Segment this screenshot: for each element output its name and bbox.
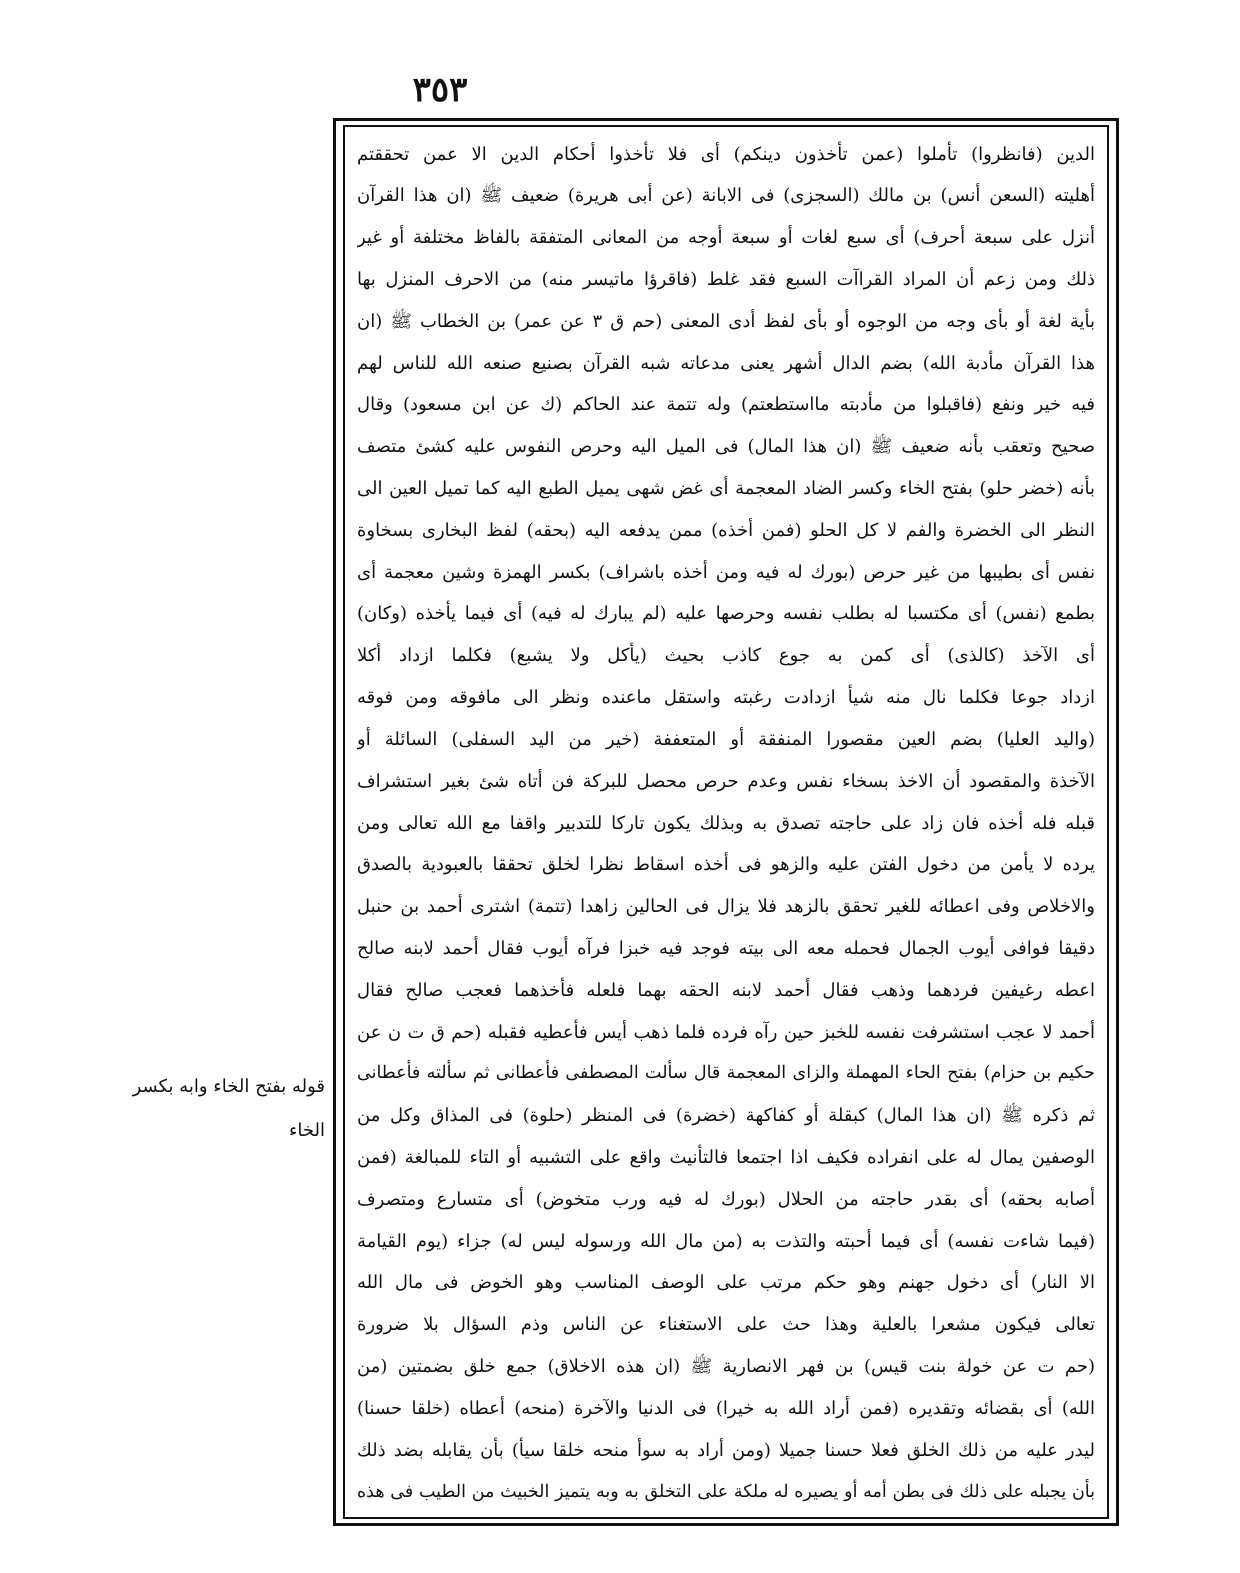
text-line-content: اعطه رغيفين فردهما وذهب فقال أحمد لابنه الحقه بهما فلعله فأخذهما فعجب صالح فقال [357,979,1095,1001]
text-line [357,177,1095,215]
text-line [357,929,1095,967]
text-line [357,219,1095,257]
text-line-content: بأية لغة أو بأى وجه من الوجوه أو بأى لفظ أدى المعنى (حم ق ٣ عن عمر) بن الخطاب ﷺ (ان [357,310,1095,332]
text-line [357,428,1095,466]
text-line [357,1222,1095,1260]
text-line [357,1264,1095,1302]
text-line [357,1431,1095,1469]
text-line-content: قبله فله أخذه فان زاد على حاجته تصدق به وبذلك يكون تاركا للتدبير واقفا مع الله تعالى ومن [357,812,1095,834]
text-line [357,260,1095,298]
text-line [357,344,1095,382]
text-line-content: والاخلاص وفى اعطائه للغير تحقق بالزهد فلا يزال فى الحالين زاهدا (تتمة) اشترى أحمد بن حنبل [357,896,1095,918]
text-line [357,1180,1095,1218]
text-line-content: أصابه بحقه) أى بقدر حاجته من الحلال (بورك له فيه ورب متخوض) أى متسارع ومتصرف [357,1188,1095,1210]
text-line-content: ثم ذكره ﷺ (ان هذا المال) كبقلة أو كفاكهة (خضرة) فى المنظر (حلوة) فى المذاق وكل من [357,1105,1095,1127]
text-line [357,971,1095,1009]
text-line [357,1473,1095,1511]
text-line-content: النظر الى الخضرة والفم لا كل الحلو (فمن أخذه) ممن يدفعه اليه (بحقه) لفظ البخارى بسخاوة [357,519,1095,541]
margin-note-line-2: الخاء [288,1120,325,1141]
text-line [357,135,1095,173]
text-line-content: الآخذة والمقصود أن الاخذ بسخاء نفس وعدم حرص محصل للبركة فن أتاه شئ بغير استشراف [357,770,1095,792]
text-line [357,470,1095,508]
text-line-content: تعالى فيكون مشعرا بالعلية وهذا حث على الاستغناء عن الناس وذم السؤال بلا ضرورة [357,1314,1095,1336]
text-line [357,595,1095,633]
text-line-content: بأن يجبله على ذلك فى بطن أمه أو يصيره له ملكة على التخلق به وبه يتميز الخبيث من الطيب فى هذه [357,1481,1095,1502]
text-line-content: ذلك ومن زعم أن المراد القراآت السبع فقد غلط (فاقرؤا ماتيسر منه) من الاحرف المنزل بها [357,268,1095,290]
text-line-content: بطمع (نفس) أى مكتسبا له بطلب نفسه وحرصها عليه (لم يبارك له فيه) أى فيما يأخذه (وكان) [357,603,1095,625]
text-line-content: نفس أى بطيبها من غير حرص (بورك له فيه ومن أخذه باشراف) بكسر الهمزة وشين معجمة أى [357,561,1095,583]
text-line [357,302,1095,340]
text-line-content: فيه خير ونفع (فاقبلوا من مأدبته مااستطعتم) وله تتمة عند الحاكم (ك عن ابن مسعود) وقال [357,394,1095,416]
text-line [357,1097,1095,1135]
text-line-content: أنزل على سبعة أحرف) أى سبع لغات أو سبعة أوجه من المعانى المتفقة بالفاظ مختلفة أو غير [357,227,1095,249]
main-text-block [343,125,1109,1519]
text-line [357,1389,1095,1427]
text-line-content: (واليد العليا) بضم العين مقصورا المنفقة أو المتعففة (خير من اليد السفلى) السائلة أو [357,728,1095,750]
text-line [357,1348,1095,1386]
text-line-content: صحيح وتعقب بأنه ضعيف ﷺ (ان هذا المال) فى الميل اليه وحرص النفوس عليه كشئ متصف [357,436,1095,458]
margin-note-line-1: قوله بفتح الخاء وابه بكسر [132,1076,325,1097]
text-line [357,1306,1095,1344]
text-line [357,386,1095,424]
text-line-content: الا النار) أى دخول جهنم وهو حكم مرتب على الوصف المناسب وهو الخوض فى مال الله [357,1272,1095,1294]
text-line-content: (حم ت عن خولة بنت قيس) بن فهر الانصارية ﷺ (ان هذه الاخلاق) جمع خلق بضمتين (من [357,1356,1095,1378]
text-line-content: الله) أى بقضائه وتقديره (فمن أراد الله به خيرا) فى الدنيا والآخرة (منحه) أعطاه (خلقا حسنا) [357,1397,1095,1419]
text-line-content: أهليته (السعن أنس) بن مالك (السجزى) فى الابانة (عن أبى هريرة) ضعيف ﷺ (ان هذا القرآن [357,185,1095,207]
text-line-content: ليدر عليه من ذلك الخلق فعلا حسنا جميلا (ومن أراد به سوأ منحه خلقا سيأ) بأن يقابله بضد ذلك [357,1439,1095,1461]
text-line-content: حكيم بن حزام) بفتح الحاء المهملة والزاى المعجمة قال سألت المصطفى فأعطانى ثم سألته فأعطانى [357,1063,1095,1084]
text-line [357,511,1095,549]
page-number: ٣٥٣ [412,70,468,110]
text-line [357,888,1095,926]
text-line [357,637,1095,675]
text-line-content: هذا القرآن مأدبة الله) بضم الدال أشهر يعنى مدعاته شبه القرآن بصنيع صنعه الله للناس لهم [357,352,1095,374]
text-line-content: أحمد لا عجب استشرفت نفسه للخبز حين رآه فرده فلما ذهب أيس فأعطيه فقبله (حم ق ت ن عن [357,1021,1095,1043]
text-line [357,1013,1095,1051]
text-line [357,720,1095,758]
text-line-content: أى الآخذ (كالذى) أى كمن به جوع كاذب بحيث (يأكل ولا يشبع) فكلما ازداد أكلا [357,645,1095,667]
text-line-content: (فيما شاءت نفسه) أى فيما أحبته والتذت به (من مال الله ورسوله ليس له) جزاء (يوم القيامة [357,1230,1095,1252]
text-line [357,1055,1095,1093]
text-line-content: الدين (فانظروا) تأملوا (عمن تأخذون دينكم) أى فلا تأخذوا أحكام الدين الا عمن تحققتم [357,143,1095,165]
text-line-content: ازداد جوعا فكلما نال منه شيأ ازدادت رغبته واستقل ماعنده ونظر الى مافوقه ومن فوقه [357,687,1095,709]
text-line [357,679,1095,717]
text-line [357,553,1095,591]
text-line-content: دقيقا فوافى أيوب الجمال فحمله معه الى بيته فوجد فيه خبزا فرآه أيوب فقال أحمد لابنه صالح [357,937,1095,959]
text-line [357,804,1095,842]
margin-note [110,1065,325,1153]
text-line [357,846,1095,884]
text-line-content: بأنه (خضر حلو) بفتح الخاء وكسر الضاد المعجمة أى غض شهى يميل الطبع اليه كما تميل العين الى [357,478,1095,499]
text-line [357,1139,1095,1177]
text-line-content: الوصفين يمال له على انفراده فكيف اذا اجتمعا فالتأنيث واقع على التشبيه أو التاء للمبالغة (فمن [357,1147,1095,1168]
text-line [357,762,1095,800]
text-line-content: يرده لا يأمن من دخول الفتن عليه والزهو فى أخذه اسقاط نظرا لخلق تحققا بالعبودية بالصدق [357,854,1095,876]
